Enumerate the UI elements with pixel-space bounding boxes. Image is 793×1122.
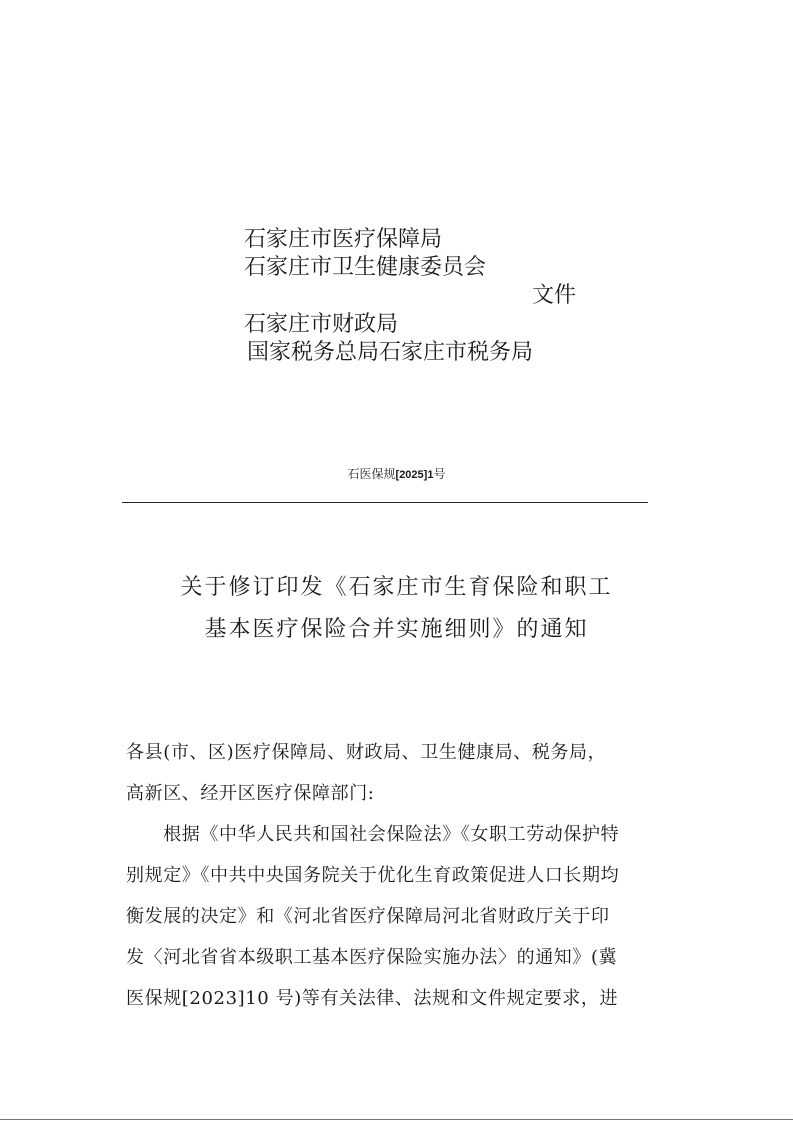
document-number-prefix: 石医保规 [347,467,396,481]
issuer-medical-security-bureau: 石家庄市医疗保障局 [244,227,443,252]
body-line-1: 各县(市、区)医疗保障局、财政局、卫生健康局、税务局， [126,742,607,763]
body-line-2: 高新区、经开区医疗保障部门: [126,783,375,804]
document-number-value: [2025]1 [395,469,434,481]
document-title-line-2: 基本医疗保险合并实施细则》的通知 [204,617,589,642]
body-line-6: 发〈河北省省本级职工基本医疗保险实施办法〉的通知》(冀 [126,947,618,968]
issuer-tax-bureau: 国家税务总局石家庄市税务局 [247,340,534,365]
document-title-line-1: 关于修订印发《石家庄市生育保险和职工 [180,575,613,600]
issuer-finance-bureau: 石家庄市财政局 [244,312,399,337]
document-word: 文件 [532,283,577,308]
page-bottom-edge [0,1119,793,1120]
body-line-5: 衡发展的决定》和《河北省医疗保障局河北省财政厅关于印 [126,906,610,927]
issuer-health-commission: 石家庄市卫生健康委员会 [244,255,487,280]
header-divider [122,502,648,503]
body-line-3: 根据《中华人民共和国社会保险法》《女职工劳动保护特 [126,824,620,845]
document-number [0,465,793,484]
body-line-7: 医保规[2023]10 号)等有关法律、法规和文件规定要求，进 [126,988,619,1009]
body-line-4: 别规定》《中共中央国务院关于优化生育政策促进人口长期均 [126,865,620,886]
document-number-suffix: 号 [433,467,446,481]
